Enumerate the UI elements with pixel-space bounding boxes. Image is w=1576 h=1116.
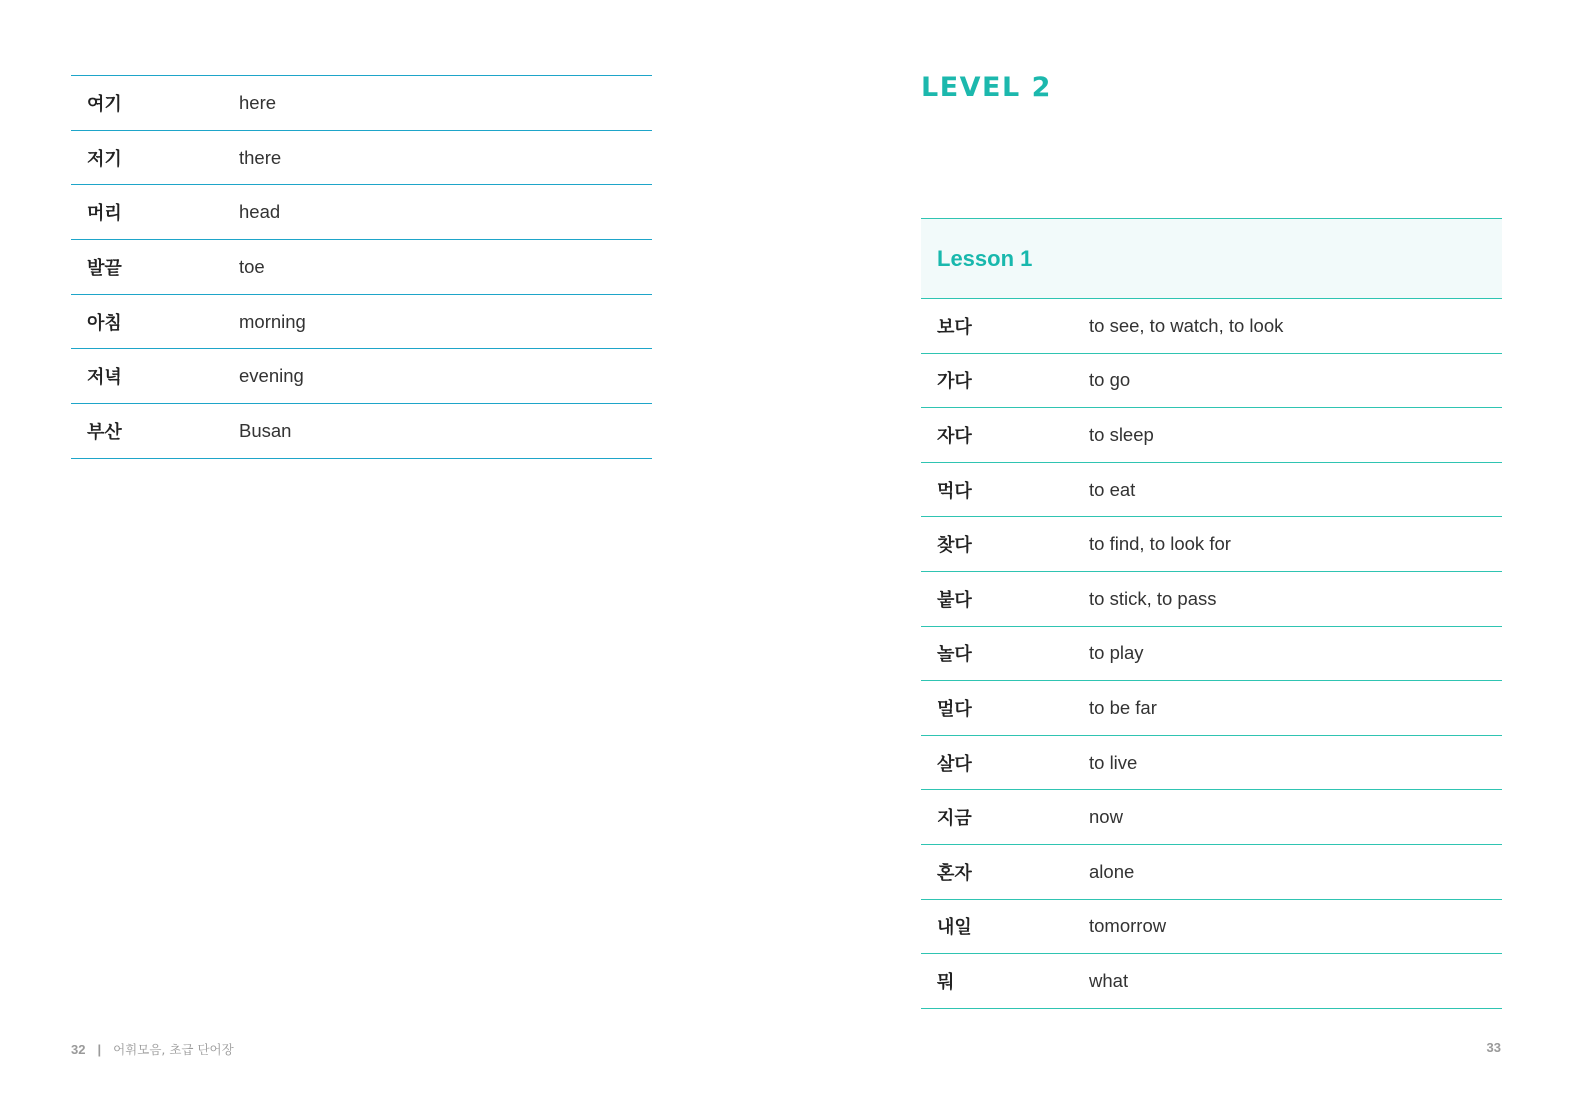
page-footer-right <box>1487 1040 1501 1055</box>
english-meaning: tomorrow <box>1089 915 1167 937</box>
vocab-table-left <box>71 75 652 459</box>
english-meaning: to stick, to pass <box>1089 587 1217 609</box>
table-row <box>71 240 652 295</box>
korean-word: 부산 <box>87 421 122 443</box>
footer-separator: | <box>97 1041 102 1057</box>
korean-word: 뭐 <box>937 971 955 993</box>
page-number: 33 <box>1486 1040 1501 1055</box>
korean-word: 보다 <box>937 316 972 338</box>
korean-word: 자다 <box>937 425 972 447</box>
korean-word: 찾다 <box>937 535 972 557</box>
table-row <box>921 845 1502 900</box>
table-row <box>921 408 1502 463</box>
english-meaning: head <box>239 201 281 223</box>
korean-word: 여기 <box>87 93 122 115</box>
english-meaning: to eat <box>1089 478 1136 500</box>
korean-word: 붙다 <box>937 589 972 611</box>
table-row <box>921 572 1502 627</box>
english-meaning: to live <box>1089 751 1138 773</box>
table-row <box>921 627 1502 682</box>
table-row <box>71 185 652 240</box>
korean-word: 발끝 <box>87 257 122 279</box>
book-title: 어휘모음, 초급 단어장 <box>113 1042 234 1057</box>
english-meaning: evening <box>239 365 304 387</box>
english-meaning: now <box>1089 806 1123 828</box>
korean-word: 놀다 <box>937 644 972 666</box>
english-meaning: to find, to look for <box>1089 533 1231 555</box>
korean-word: 아침 <box>87 312 122 334</box>
korean-word: 가다 <box>937 371 972 393</box>
english-meaning: to be far <box>1089 696 1157 718</box>
level-title: LEVEL 2 <box>921 72 1052 103</box>
english-meaning: here <box>239 91 277 113</box>
page-number: 32 <box>71 1041 86 1057</box>
right-page <box>788 0 1576 1116</box>
korean-word: 저녁 <box>87 367 122 389</box>
table-row <box>921 463 1502 518</box>
table-row <box>71 76 652 131</box>
table-row <box>921 736 1502 791</box>
korean-word: 혼자 <box>937 862 972 884</box>
korean-word: 내일 <box>937 917 972 939</box>
english-meaning: what <box>1089 969 1129 991</box>
table-row <box>921 354 1502 409</box>
english-meaning: to go <box>1089 369 1131 391</box>
english-meaning: morning <box>239 310 306 332</box>
korean-word: 머리 <box>87 203 122 225</box>
table-row <box>71 349 652 404</box>
lesson-header: Lesson 1 <box>921 219 1502 299</box>
table-row <box>921 517 1502 572</box>
english-meaning: toe <box>239 255 265 277</box>
korean-word: 저기 <box>87 148 122 170</box>
english-meaning: alone <box>1089 860 1135 882</box>
english-meaning: there <box>239 146 282 168</box>
table-row <box>921 681 1502 736</box>
table-row <box>71 295 652 350</box>
table-row <box>921 790 1502 845</box>
vocab-table-right <box>921 218 1502 1009</box>
table-row <box>71 131 652 186</box>
korean-word: 먹다 <box>937 480 972 502</box>
table-row <box>71 404 652 459</box>
korean-word: 지금 <box>937 808 972 830</box>
english-meaning: Busan <box>239 419 292 441</box>
table-row <box>921 954 1502 1009</box>
page-footer-left <box>71 1040 234 1058</box>
english-meaning: to see, to watch, to look <box>1089 314 1284 336</box>
table-row <box>921 299 1502 354</box>
english-meaning: to play <box>1089 642 1144 664</box>
table-row <box>921 900 1502 955</box>
korean-word: 살다 <box>937 753 972 775</box>
korean-word: 멀다 <box>937 698 972 720</box>
english-meaning: to sleep <box>1089 423 1154 445</box>
